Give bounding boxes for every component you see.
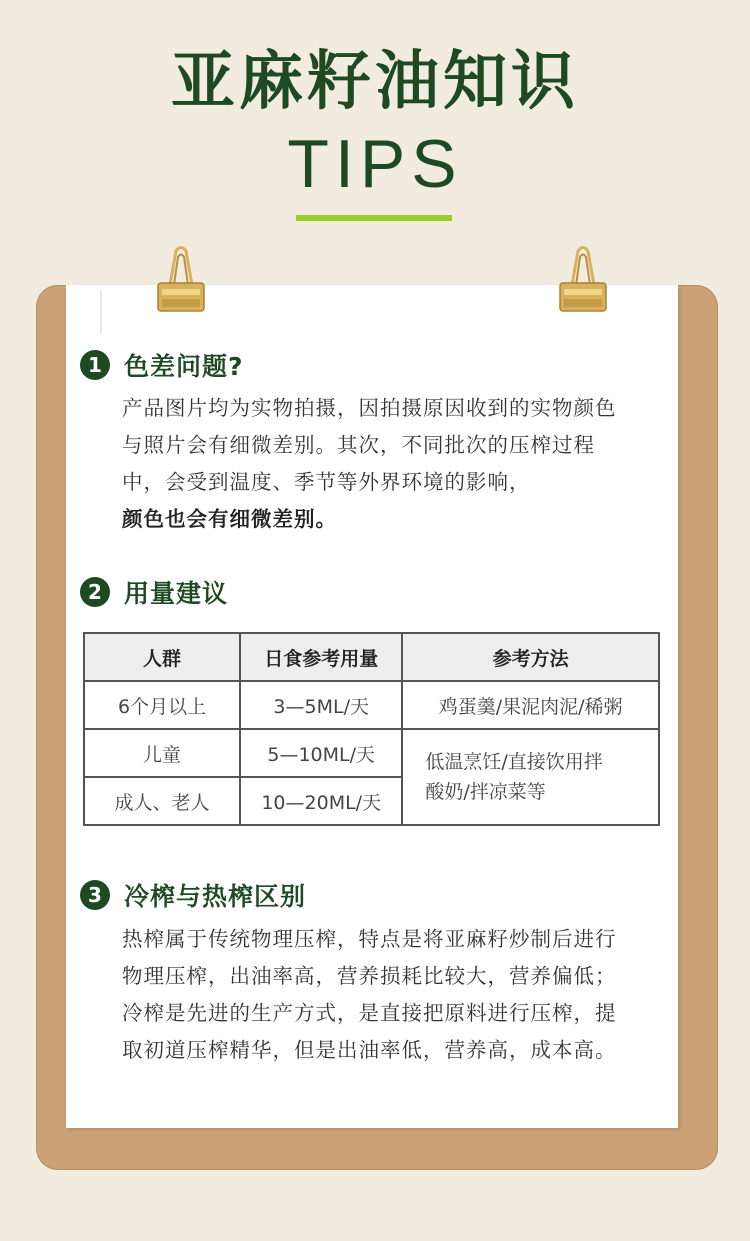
section-title: 冷榨与热榨区别 — [124, 882, 307, 911]
usage-table — [83, 632, 660, 826]
table-row — [84, 681, 659, 729]
section-number-badge: 1 — [80, 350, 110, 380]
page-title: 亚麻籽油知识 — [171, 45, 579, 119]
table-cell-group: 儿童 — [84, 729, 240, 777]
page-subtitle: TIPS — [287, 126, 463, 202]
section-body-text: 产品图片均为实物拍摄，因拍摄原因收到的实物颜色与照片会有细微差别。其次，不同批次的压榨过程中，会受到温度、季节等外界环境的影响， — [122, 396, 617, 494]
section-title: 用量建议 — [124, 579, 229, 608]
table-cell-method-text: 低温烹饪/直接饮用拌酸奶/拌凉菜等 — [425, 751, 603, 803]
section-body-emphasis: 颜色也会有细微差别。 — [122, 507, 337, 531]
table-header-cell: 人群 — [84, 633, 240, 681]
section-header-usage — [80, 574, 228, 610]
table-header-cell: 参考方法 — [402, 633, 659, 681]
section-number-badge: 2 — [80, 577, 110, 607]
table-cell-group: 6个月以上 — [84, 681, 240, 729]
section-header-color-difference — [80, 347, 244, 383]
section-title: 色差问题? — [124, 352, 244, 381]
table-cell-method: 鸡蛋羹/果泥肉泥/稀粥 — [402, 681, 659, 729]
table-cell-amount: 5—10ML/天 — [240, 729, 402, 777]
binder-clip-icon — [558, 245, 608, 313]
binder-clip-icon — [156, 245, 206, 313]
table-header-row — [84, 633, 659, 681]
paper-edge-mark — [100, 290, 102, 334]
section-body-cold-hot-press — [122, 921, 628, 1069]
table-row — [84, 729, 659, 777]
table-cell-amount: 10—20ML/天 — [240, 777, 402, 825]
section-header-cold-hot-press — [80, 877, 306, 913]
table-cell-group: 成人、老人 — [84, 777, 240, 825]
table-cell-amount: 3—5ML/天 — [240, 681, 402, 729]
section-number-badge: 3 — [80, 880, 110, 910]
table-cell-method — [402, 729, 659, 825]
table-header-cell: 日食参考用量 — [240, 633, 402, 681]
title-accent-bar — [296, 215, 452, 221]
section-body-text: 热榨属于传统物理压榨，特点是将亚麻籽炒制后进行物理压榨，出油率高，营养损耗比较大，营养偏低；冷榨是先进的生产方式，是直接把原料进行压榨，提取初道压榨精华，但是出油率低，营养高，成本高。 — [122, 927, 617, 1062]
section-body-color-difference — [122, 390, 628, 538]
